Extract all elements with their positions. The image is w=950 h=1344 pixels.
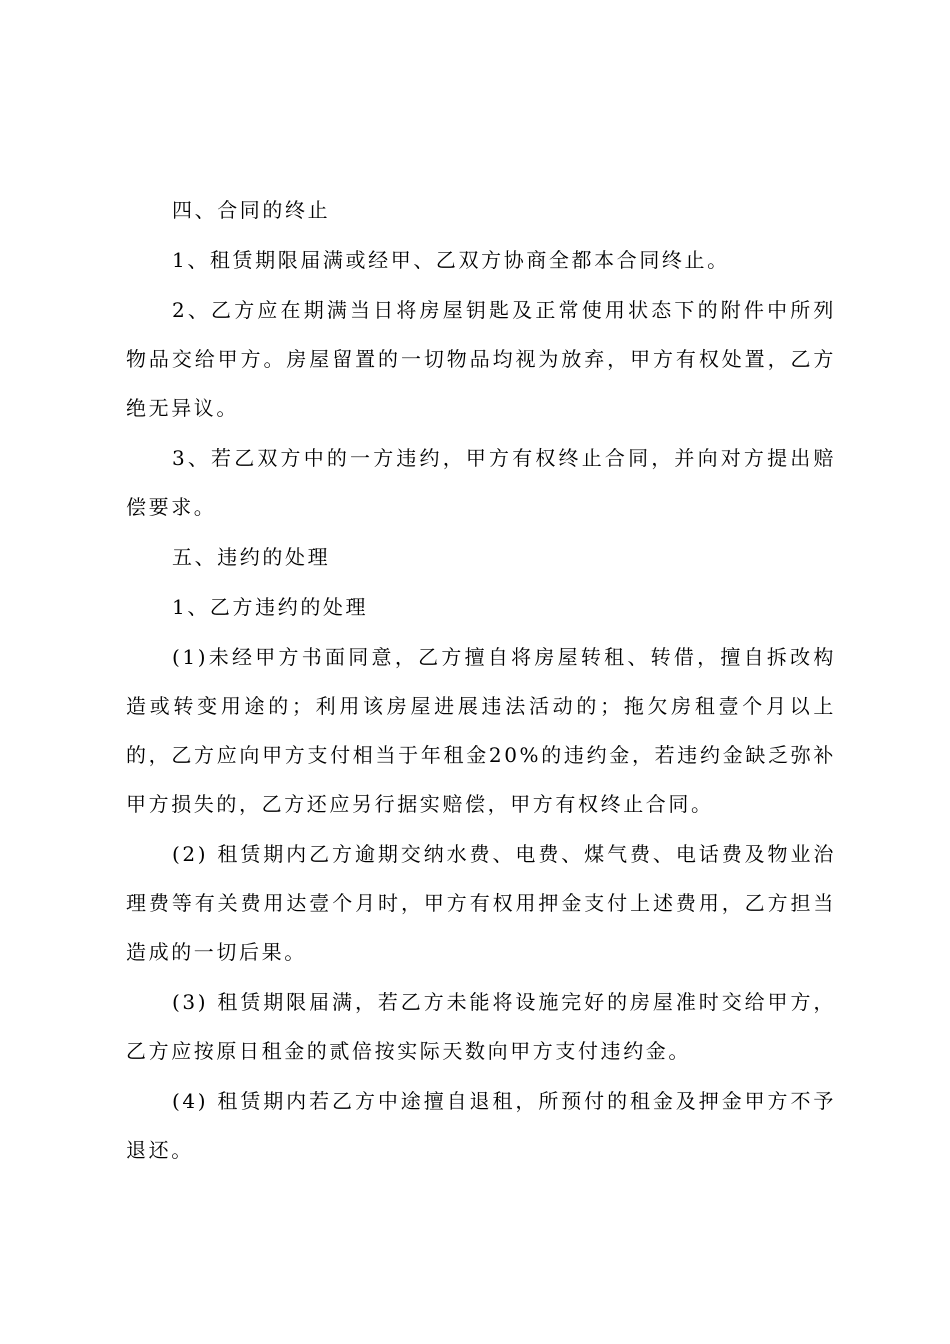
section-heading-termination: 四、合同的终止: [172, 198, 331, 222]
paragraph-termination-3: 3、若乙双方中的一方违约，甲方有权终止合同，并向对方提出赔偿要求。: [126, 446, 836, 519]
section-heading-breach: 五、违约的处理: [172, 545, 331, 569]
paragraph-breach-2: (2) 租赁期内乙方逾期交纳水费、电费、煤气费、电话费及物业治理费等有关费用达壹个月时，甲方有权用押金支付上述费用，乙方担当造成的一切后果。: [126, 842, 836, 964]
paragraph-termination-1: 1、租赁期限届满或经甲、乙双方协商全都本合同终止。: [172, 248, 730, 272]
paragraph-breach-4: (4) 租赁期内若乙方中途擅自退租，所预付的租金及押金甲方不予退还。: [126, 1089, 836, 1162]
document-body: [126, 186, 836, 1176]
paragraph-breach-3: (3) 租赁期限届满，若乙方未能将设施完好的房屋准时交给甲方，乙方应按原日租金的贰倍按实际天数向甲方支付违约金。: [126, 990, 836, 1063]
subheading-party-b-breach: 1、乙方违约的处理: [172, 595, 369, 619]
paragraph-breach-1: (1)未经甲方书面同意，乙方擅自将房屋转租、转借，擅自拆改构造或转变用途的；利用该房屋进展违法活动的；拖欠房租壹个月以上的，乙方应向甲方支付相当于年租金20%的违约金，若违约金缺乏弥补甲方损失的，乙方还应另行据实赔偿，甲方有权终止合同。: [126, 645, 836, 816]
paragraph-termination-2: 2、乙方应在期满当日将房屋钥匙及正常使用状态下的附件中所列物品交给甲方。房屋留置的一切物品均视为放弃，甲方有权处置，乙方绝无异议。: [126, 298, 836, 420]
